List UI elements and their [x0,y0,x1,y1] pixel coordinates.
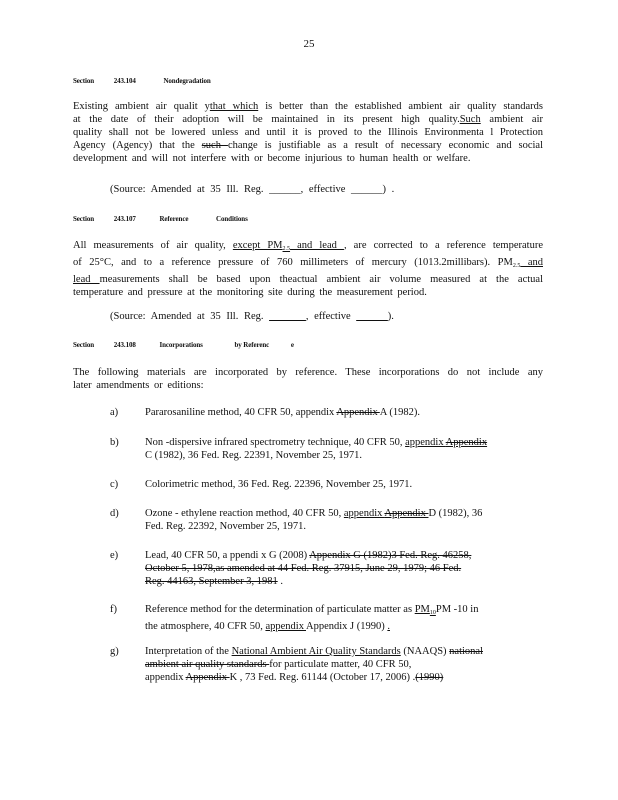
text-line: All measurements of air quality, except $PM_{2.5}$ and lead , are corrected to a reference temperature [73,240,543,252]
text-line: temperature and pressure at the monitoring site during the measurement period. [73,287,427,298]
list-item-label: c) [110,479,119,490]
text-line: appendix Appendix K , 73 Fed. Reg. 61144 (October 17, 2006) .(1990) [145,672,444,683]
text-line: quality shall not be lowered unless and until it is proved to the Illinois Environmenta l Protection [73,127,543,138]
section-title: by Referenc [234,341,270,349]
list-item-text [145,645,540,684]
list-item-label: e) [110,550,119,561]
section-title: Nondegradation [163,77,211,85]
list-item-text [145,603,540,633]
text-line: Reference method for the determination of particulate matter as $PM_{10}PM$ -10 in [145,604,479,616]
list-item-text [145,436,540,462]
section-title: Reference [159,215,189,223]
text-line: Reg. 44163, September 3, 1981 . [145,576,283,587]
section-label: Section [73,77,95,85]
list-item-text [145,549,540,588]
text-line: lead measurements shall be based upon theactual ambient air volume measured at the actual [73,274,543,285]
list-item-label: a) [110,407,119,418]
list-item-text [145,406,540,419]
text-line: ambient air quality standards for particulate matter, 40 CFR 50, [145,659,412,670]
section-title: Incorporations [159,341,203,349]
section-title: e [290,341,294,349]
list-item-text [145,507,540,533]
section-number: 243.108 [113,341,136,349]
text-line: of 25°C, and to a reference pressure of 760 millimeters of mercury (1013.2millibars). $PM_{2.5}$ and [73,257,543,269]
text-line: The following materials are incorporated by reference. These incorporations do not include any [73,367,543,378]
text-line: Lead, 40 CFR 50, a ppendi x G (2008) Appendix G (1982)3 Fed. Reg. 46258, [145,550,472,561]
text-line: Ozone - ethylene reaction method, 40 CFR 50, appendix Appendix D (1982), 36 [145,508,483,519]
section-number: 243.107 [113,215,136,223]
text-line: Non -dispersive infrared spectrometry technique, 40 CFR 50, appendix Appendix [145,437,488,448]
section-title: Conditions [216,215,248,223]
list-item-label: g) [110,646,119,657]
section-label: Section [73,215,95,223]
text-line: C (1982), 36 Fed. Reg. 22391, November 25, 1971. [145,450,362,461]
section-number: 243.104 [113,77,136,85]
section-243-104-body [73,100,543,165]
section-243-107-heading [73,215,248,223]
text-line: the atmosphere, 40 CFR 50, appendix Appendix J (1990) . [145,621,390,632]
section-243-104-heading [73,77,211,85]
section-243-107-source: (Source: Amended at 35 Ill. Reg. _______, effective ______). [110,311,394,322]
section-243-107-body [73,239,543,299]
text-line: Fed. Reg. 22392, November 25, 1971. [145,521,306,532]
text-line: Agency (Agency) that the such change is justifiable as a result of necessary economic and social [73,140,543,151]
section-243-108-heading [73,341,294,349]
text-line: later amendments or editions: [73,380,204,391]
text-line: at the date of their adoption will be maintained in its present high quality.Such ambient air [73,114,543,125]
text-line: Colorimetric method, 36 Fed. Reg. 22396, November 25, 1971. [145,479,413,490]
list-item-text [145,478,540,491]
section-243-108-body [73,366,543,392]
section-label: Section [73,341,95,349]
list-item-label: f) [110,604,117,615]
text-line: Existing ambient air qualit ythat which is better than the established ambient air quality standards [73,101,543,112]
page-number: 25 [303,38,315,50]
list-item-label: d) [110,508,119,519]
section-243-104-source: (Source: Amended at 35 Ill. Reg. ______, effective ______) . [110,184,395,195]
text-line: development and will not interfere with or become injurious to human health or welfare. [73,153,471,164]
text-line: Interpretation of the National Ambient Air Quality Standards (NAAQS) national [145,646,483,657]
text-line: Pararosaniline method, 40 CFR 50, appendix Appendix A (1982). [145,407,421,418]
text-line: October 5, 1978,as amended at 44 Fed. Reg. 37915, June 29, 1979; 46 Fed. [145,563,462,574]
list-item-label: b) [110,437,119,448]
